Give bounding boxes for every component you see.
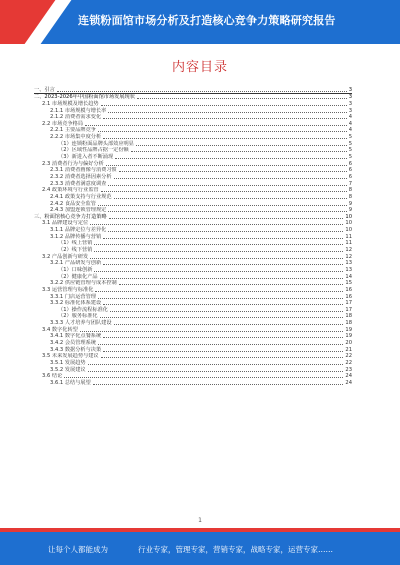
toc-entry-label: 3.5.2 发展建议 xyxy=(50,366,86,373)
toc-leader-dots xyxy=(90,224,343,225)
toc-entry-label: 3.4.3 数据分析与决策 xyxy=(50,346,102,353)
toc-entry-page: 10 xyxy=(345,213,352,220)
toc-entry-page: 3 xyxy=(348,100,352,107)
toc-entry-page: 6 xyxy=(348,167,352,174)
toc-entry[interactable] xyxy=(34,120,352,127)
toc-leader-dots xyxy=(64,377,343,378)
header-banner xyxy=(0,0,400,44)
toc-entry-label: （2）服务标准化 xyxy=(58,313,98,320)
toc-entry-label: 2.2.2 市场集中度分析 xyxy=(50,134,102,141)
toc-entry[interactable] xyxy=(34,326,352,333)
report-title: 连锁粉面馆市场分析及打造核心竞争力策略研究报告 xyxy=(78,14,336,27)
toc-leader-dots xyxy=(85,125,347,126)
toc-entry-label: 2.3.1 消费者画像与消费习惯 xyxy=(50,167,117,174)
toc-entry-page: 18 xyxy=(345,313,352,320)
toc-entry[interactable] xyxy=(34,366,352,373)
toc-entry[interactable] xyxy=(34,193,352,200)
toc-entry-label: 3.1.1 品牌定位与差异化 xyxy=(50,227,107,234)
toc-entry-label: 2.2 市场竞争格局 xyxy=(42,120,84,127)
toc-entry-label: （2）健康化产品 xyxy=(58,273,98,280)
toc-leader-dots xyxy=(98,205,347,206)
toc-entry[interactable] xyxy=(34,240,352,247)
toc-entry[interactable] xyxy=(34,246,352,253)
toc-entry-label: 2.4.3 加盟连锁管理规定 xyxy=(50,207,107,214)
toc-entry-label: 2.2.1 主要品牌竞争 xyxy=(50,127,96,134)
toc-entry-label: 3.3 运营管理与标准化 xyxy=(42,286,94,293)
toc-entry[interactable] xyxy=(34,207,352,214)
toc-entry[interactable] xyxy=(34,100,352,107)
toc-leader-dots xyxy=(101,357,344,358)
toc-entry-label: 2.4.2 食品安全监管 xyxy=(50,200,96,207)
toc-entry-label: 2.3 消费者行为与偏好分析 xyxy=(42,160,104,167)
toc-entry-page: 4 xyxy=(348,114,352,121)
toc-entry[interactable] xyxy=(34,313,352,320)
toc-entry-label: 2.1.1 市场规模与增长率 xyxy=(50,107,107,114)
toc-entry-page: 3 xyxy=(348,86,352,93)
toc-entry[interactable] xyxy=(34,167,352,174)
toc-entry-label: 3.4.1 数字化点餐系统 xyxy=(50,333,102,340)
toc-entry-page: 9 xyxy=(348,200,352,207)
toc-entry[interactable] xyxy=(34,339,352,346)
toc-entry-page: 11 xyxy=(345,233,352,240)
toc-entry[interactable] xyxy=(34,306,352,313)
toc-entry-page: 10 xyxy=(345,227,352,234)
toc-leader-dots xyxy=(100,278,344,279)
toc-entry[interactable] xyxy=(34,133,352,140)
toc-leader-dots xyxy=(136,145,347,146)
toc-entry-page: 5 xyxy=(348,147,352,154)
toc-entry-label: （1）操作流程标准化 xyxy=(58,306,108,313)
toc-entry-label: 二、2023-2026年中国粉面馆市场发展现状 xyxy=(34,94,135,101)
toc-entry-label: 3.1.2 品牌传播与营销 xyxy=(50,233,102,240)
toc-entry[interactable] xyxy=(34,153,352,160)
toc-entry[interactable] xyxy=(34,160,352,167)
toc-leader-dots xyxy=(106,165,347,166)
toc-entry[interactable] xyxy=(34,180,352,187)
toc-leader-dots xyxy=(98,298,343,299)
toc-entry[interactable] xyxy=(34,379,352,386)
toc-leader-dots xyxy=(114,178,347,179)
toc-leader-dots xyxy=(108,185,346,186)
toc-entry-label: 3.6.1 总结与展望 xyxy=(50,379,91,386)
toc-entry[interactable] xyxy=(34,319,352,326)
toc-entry-label: 3.2 产品创新与研发 xyxy=(42,253,89,260)
toc-entry-label: 3.1 品牌建设与定位 xyxy=(42,220,89,227)
toc-leader-dots xyxy=(109,218,344,219)
toc-entry-page: 14 xyxy=(345,273,352,280)
table-of-contents xyxy=(34,86,352,386)
toc-leader-dots xyxy=(80,331,344,332)
toc-entry[interactable] xyxy=(34,373,352,380)
toc-entry[interactable] xyxy=(34,147,352,154)
toc-entry-page: 15 xyxy=(345,280,352,287)
toc-leader-dots xyxy=(98,131,347,132)
toc-entry-page: 22 xyxy=(345,359,352,366)
toc-entry-page: 6 xyxy=(348,160,352,167)
toc-leader-dots xyxy=(100,317,344,318)
toc-entry-page: 24 xyxy=(345,373,352,380)
toc-entry-label: 2.3.3 消费者满意度调查 xyxy=(50,180,107,187)
toc-entry[interactable] xyxy=(34,107,352,114)
toc-entry[interactable] xyxy=(34,253,352,260)
toc-entry[interactable] xyxy=(34,300,352,307)
toc-entry-page: 9 xyxy=(348,207,352,214)
toc-entry[interactable] xyxy=(34,173,352,180)
toc-entry-label: 3.5 未来发展趋势与建议 xyxy=(42,353,99,360)
toc-entry-page: 3 xyxy=(348,94,352,101)
toc-entry-label: 3.4.2 会员管理系统 xyxy=(50,339,96,346)
toc-entry-label: 2.4.1 政策支持与行业规范 xyxy=(50,193,112,200)
toc-entry[interactable] xyxy=(34,220,352,227)
toc-leader-dots xyxy=(90,258,343,259)
toc-entry-label: （2）线下营销 xyxy=(58,247,93,254)
toc-leader-dots xyxy=(94,251,343,252)
toc-entry[interactable] xyxy=(34,226,352,233)
toc-entry[interactable] xyxy=(34,233,352,240)
toc-leader-dots xyxy=(103,264,343,265)
toc-entry-page: 8 xyxy=(348,193,352,200)
toc-entry-label: 3.2.2 供应链管理与成本控制 xyxy=(50,280,117,287)
toc-entry-page: 12 xyxy=(345,253,352,260)
toc-leader-dots xyxy=(108,211,346,212)
toc-entry-page: 4 xyxy=(348,120,352,127)
toc-heading: 内容目录 xyxy=(171,60,228,75)
toc-entry[interactable] xyxy=(34,200,352,207)
toc-entry-label: （1）口味创新 xyxy=(58,266,93,273)
toc-leader-dots xyxy=(108,112,346,113)
toc-entry-page: 17 xyxy=(345,306,352,313)
toc-entry[interactable] xyxy=(34,213,352,220)
toc-entry[interactable] xyxy=(34,260,352,267)
footer-red-bar xyxy=(0,528,400,532)
toc-leader-dots xyxy=(114,324,344,325)
toc-entry-label: （1）连锁粉面品牌头部效应明显 xyxy=(58,140,134,147)
toc-entry[interactable] xyxy=(34,187,352,194)
toc-entry-label: （1）线上营销 xyxy=(58,240,93,247)
toc-entry[interactable] xyxy=(34,266,352,273)
toc-entry-page: 18 xyxy=(345,320,352,327)
toc-leader-dots xyxy=(114,198,347,199)
toc-entry-page: 5 xyxy=(348,154,352,161)
toc-entry-label: （3）新进入者不断涌现 xyxy=(58,154,114,161)
toc-leader-dots xyxy=(94,244,343,245)
toc-leader-dots xyxy=(119,171,347,172)
toc-leader-dots xyxy=(115,158,347,159)
toc-entry[interactable] xyxy=(34,280,352,287)
toc-entry-label: 3.5.1 发展趋势 xyxy=(50,359,86,366)
toc-leader-dots xyxy=(103,118,347,119)
toc-entry[interactable] xyxy=(34,93,352,101)
toc-entry-page: 3 xyxy=(348,107,352,114)
toc-entry-page: 13 xyxy=(345,260,352,267)
toc-entry-page: 21 xyxy=(345,346,352,353)
toc-entry[interactable] xyxy=(34,359,352,366)
page-number: 1 xyxy=(198,517,202,524)
toc-entry-label: 一、引言 xyxy=(34,86,55,93)
toc-entry-label: 3.3.1 门店运营管理 xyxy=(50,293,96,300)
toc-leader-dots xyxy=(119,284,344,285)
toc-leader-dots xyxy=(95,291,343,292)
toc-entry-page: 5 xyxy=(348,134,352,141)
toc-entry-page: 17 xyxy=(345,300,352,307)
toc-entry-label: （2）区域性品牌占据一定份额 xyxy=(58,147,129,154)
toc-entry-label: 2.1 市场规模及增长趋势 xyxy=(42,100,99,107)
toc-entry-page: 20 xyxy=(345,339,352,346)
toc-leader-dots xyxy=(94,271,343,272)
toc-entry-page: 4 xyxy=(348,127,352,134)
toc-leader-dots xyxy=(103,351,343,352)
toc-entry-label: 3.2.1 产品研发与创新 xyxy=(50,260,102,267)
toc-entry-label: 3.6 结论 xyxy=(42,373,63,380)
toc-leader-dots xyxy=(103,138,347,139)
toc-entry-page: 10 xyxy=(345,220,352,227)
toc-leader-dots xyxy=(101,105,347,106)
toc-entry[interactable] xyxy=(34,86,352,93)
toc-leader-dots xyxy=(131,151,347,152)
toc-entry[interactable] xyxy=(34,346,352,353)
toc-entry-label: 2.3.2 消费者选择因素分析 xyxy=(50,173,112,180)
toc-entry-label: 3.4 数字化转型 xyxy=(42,326,78,333)
toc-entry[interactable] xyxy=(34,273,352,280)
toc-entry-page: 19 xyxy=(345,326,352,333)
toc-leader-dots xyxy=(103,238,343,239)
toc-entry-label: 3.3.3 人才培养与团队建设 xyxy=(50,320,112,327)
toc-entry-page: 13 xyxy=(345,266,352,273)
toc-entry[interactable] xyxy=(34,293,352,300)
toc-entry[interactable] xyxy=(34,127,352,134)
toc-entry[interactable] xyxy=(34,140,352,147)
toc-entry[interactable] xyxy=(34,286,352,293)
toc-entry-page: 16 xyxy=(345,293,352,300)
toc-entry-page: 12 xyxy=(345,247,352,254)
toc-leader-dots xyxy=(108,231,343,232)
toc-entry[interactable] xyxy=(34,333,352,340)
toc-leader-dots xyxy=(103,304,343,305)
toc-entry-page: 5 xyxy=(348,140,352,147)
toc-leader-dots xyxy=(57,91,347,92)
toc-entry-label: 2.4 政策环境与行业监管 xyxy=(42,187,99,194)
toc-leader-dots xyxy=(101,191,347,192)
toc-entry-page: 16 xyxy=(345,286,352,293)
toc-entry-page: 24 xyxy=(345,379,352,386)
toc-entry-page: 7 xyxy=(348,180,352,187)
toc-leader-dots xyxy=(103,337,343,338)
toc-entry-label: 3.3.2 标准化体系建设 xyxy=(50,300,102,307)
footer-banner xyxy=(0,528,400,565)
toc-leader-dots xyxy=(93,384,344,385)
toc-entry-label: 三、粉面馆核心竞争力打造策略 xyxy=(34,213,107,220)
toc-leader-dots xyxy=(110,311,343,312)
toc-leader-dots xyxy=(98,344,343,345)
toc-entry-page: 19 xyxy=(345,333,352,340)
toc-leader-dots xyxy=(88,371,344,372)
toc-entry-page: 22 xyxy=(345,353,352,360)
toc-entry-page: 6 xyxy=(348,173,352,180)
toc-entry-label: 2.1.2 消费者需求变化 xyxy=(50,114,102,121)
toc-leader-dots xyxy=(137,98,347,99)
toc-entry[interactable] xyxy=(34,353,352,360)
footer-slogan-left: 让每个人都能成为 xyxy=(48,545,108,554)
toc-entry-page: 23 xyxy=(345,366,352,373)
toc-leader-dots xyxy=(88,364,344,365)
toc-entry[interactable] xyxy=(34,114,352,121)
toc-entry-page: 11 xyxy=(345,240,352,247)
footer-slogan-right: 行业专家，管理专家，营销专家，战略专家，运营专家…… xyxy=(138,545,333,554)
toc-entry-page: 8 xyxy=(348,187,352,194)
